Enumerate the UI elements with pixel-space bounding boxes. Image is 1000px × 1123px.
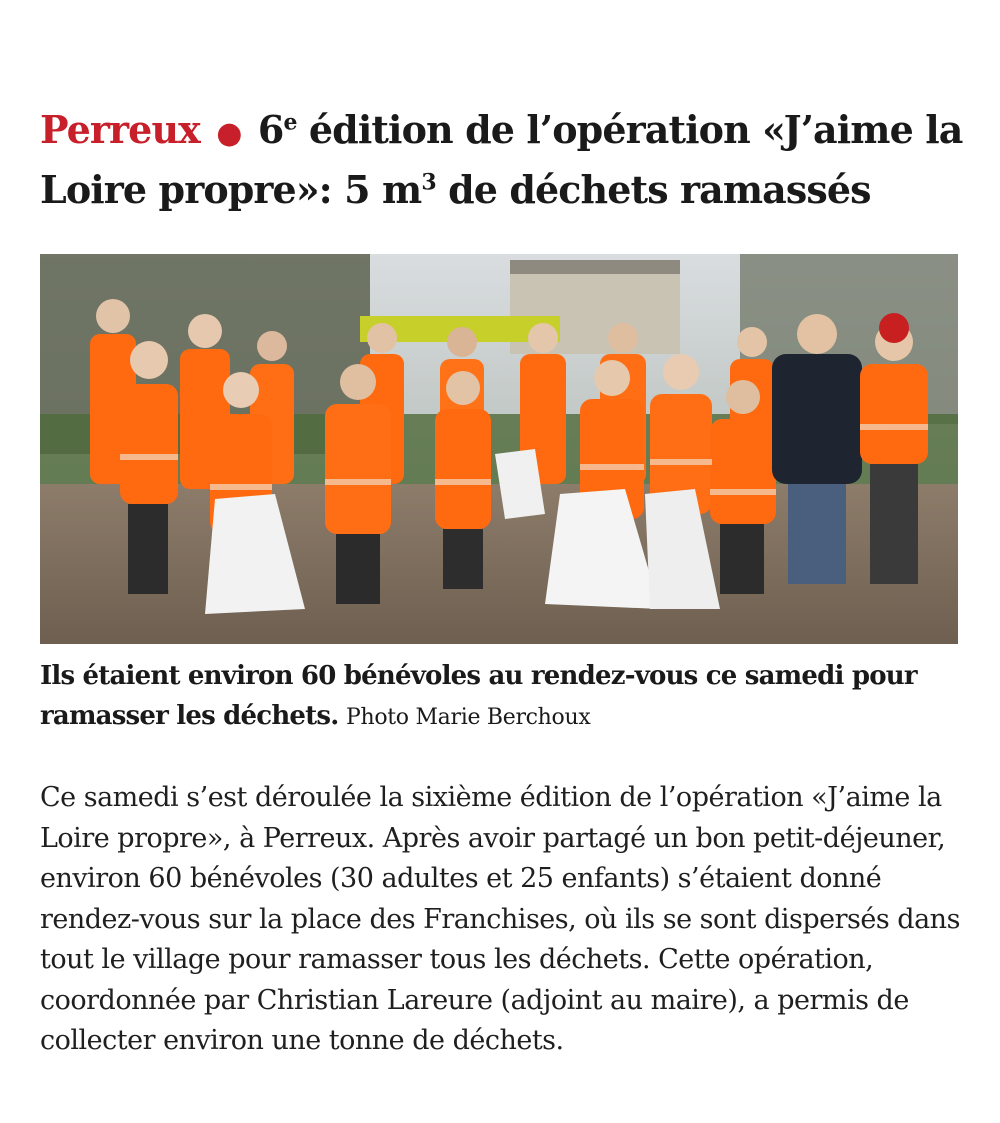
reflective-stripe: [435, 479, 491, 485]
volunteer-legs: [443, 529, 483, 589]
volunteer-head: [188, 314, 222, 348]
article-photo: [40, 254, 958, 644]
headline-text-part3: de déchets ramassés: [435, 167, 871, 212]
volunteer-legs: [336, 534, 380, 604]
reflective-stripe: [120, 454, 178, 460]
volunteer-legs: [128, 504, 168, 594]
volunteer-head: [737, 327, 767, 357]
caption-text: Ils étaient environ 60 bénévoles au rendez-vous ce samedi pour ramasser les déchets.: [40, 661, 917, 731]
reflective-stripe: [650, 459, 712, 465]
volunteer-head: [257, 331, 287, 361]
photo-caption: [40, 656, 970, 738]
photo-credit: Photo Marie Berchoux: [345, 705, 591, 730]
headline-bullet-icon: ●: [216, 116, 242, 151]
volunteer-head: [130, 341, 168, 379]
headline-cubic-sup: 3: [421, 169, 436, 196]
reflective-stripe: [860, 424, 928, 430]
volunteer-legs: [870, 464, 918, 584]
volunteer-dark-jacket: [772, 354, 862, 484]
article-body: Ce samedi s’est déroulée la sixième édition de l’opération «J’aime la Loire propre», à Perreux. Après avoir partagé un bon petit-déjeuner, environ 60 bénévoles (30 adultes et 25 enfants) s’étaient donné rendez-vous sur la place des Franchises, où ils se sont dispersés dans tout le village pour ramasser tous les déchets. Cette opération, coordonnée par Christian Lareure (adjoint au maire), a permis de collecter environ une tonne de déchets.: [40, 782, 960, 1056]
volunteer-head: [594, 360, 630, 396]
reflective-stripe: [325, 479, 391, 485]
volunteer-head: [367, 323, 397, 353]
volunteer-legs: [720, 524, 764, 594]
headline-text-part1: 6: [257, 107, 284, 152]
reflective-stripe: [210, 484, 272, 490]
article-headline: [40, 102, 970, 218]
volunteer-head: [726, 380, 760, 414]
photo-building-roof: [510, 260, 680, 274]
headline-text-part2: édition de l’opération «J’aime la Loire propre»: 5 m: [40, 107, 963, 212]
volunteer-head: [96, 299, 130, 333]
volunteer: [325, 404, 391, 534]
headline-location: Perreux: [40, 107, 200, 152]
volunteer: [435, 409, 491, 529]
volunteer-head: [528, 323, 558, 353]
volunteer-head: [608, 323, 638, 353]
red-hat: [879, 313, 909, 343]
volunteer: [120, 384, 178, 504]
volunteer-head: [447, 327, 477, 357]
volunteer-head: [446, 371, 480, 405]
headline-ordinal-sup: e: [283, 109, 297, 136]
volunteer-head: [663, 354, 699, 390]
volunteers-group-photo: [40, 254, 958, 644]
volunteer: [710, 419, 776, 524]
reflective-stripe: [710, 489, 776, 495]
volunteer-head: [797, 314, 837, 354]
volunteer-head: [340, 364, 376, 400]
volunteer: [860, 364, 928, 464]
volunteer-head: [223, 372, 259, 408]
reflective-stripe: [580, 464, 644, 470]
volunteer-jeans: [788, 484, 846, 584]
